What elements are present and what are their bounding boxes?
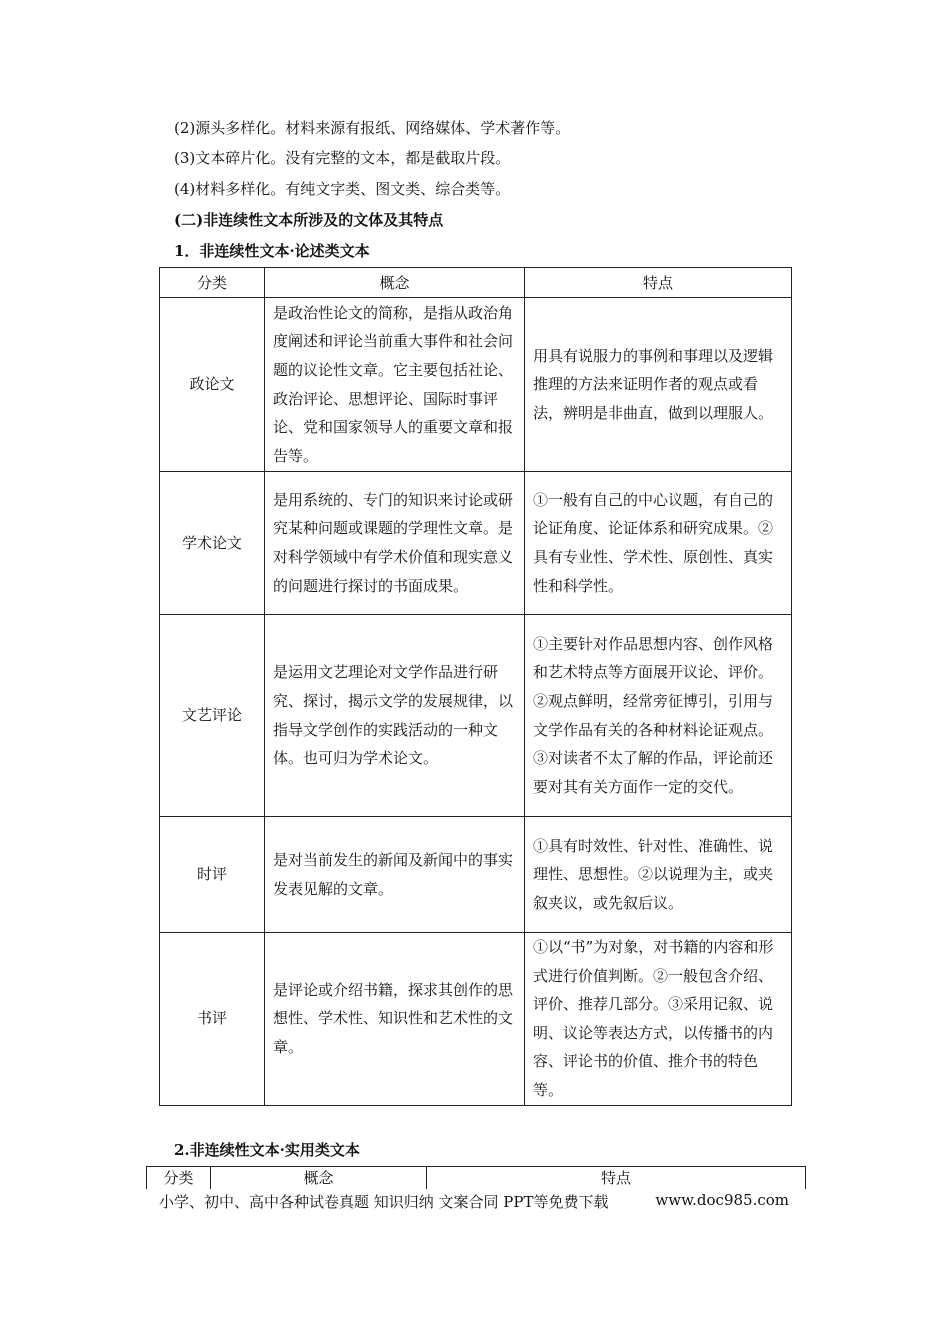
table1-caption: 1．非连续性文本·论述类文本 <box>174 242 370 260</box>
row-category: 政论文 <box>160 298 265 472</box>
header-feature: 特点 <box>525 268 792 298</box>
row-concept: 是评论或介绍书籍，探求其创作的思想性、学术性、知识性和艺术性的文章。 <box>265 933 525 1106</box>
row-feature: 用具有说服力的事例和事理以及逻辑推理的方法来证明作者的观点或看法，辨明是非曲直，做到以理服人。 <box>525 298 792 472</box>
intro-line-2: (2)源头多样化。材料来源有报纸、网络媒体、学术著作等。 <box>174 119 571 137</box>
intro-line-3: (3)文本碎片化。没有完整的文本，都是截取片段。 <box>174 149 511 167</box>
row-feature: ①以“书”为对象，对书籍的内容和形式进行价值判断。②一般包含介绍、评价、推荐几部分。③采用记叙、说明、议论等表达方式，以传播书的内容、评论书的价值、推介书的特色等。 <box>525 933 792 1106</box>
footer-url[interactable]: www.doc985.com <box>655 1191 789 1209</box>
table-row <box>160 615 792 817</box>
row-category: 文艺评论 <box>160 615 265 817</box>
argumentative-text-table <box>159 267 792 1106</box>
table-row <box>160 298 792 472</box>
header-feature: 特点 <box>427 1167 806 1190</box>
table-row <box>160 472 792 615</box>
header-concept: 概念 <box>265 268 525 298</box>
table-row <box>160 817 792 933</box>
row-category: 书评 <box>160 933 265 1106</box>
header-concept: 概念 <box>211 1167 427 1190</box>
table-header-row <box>160 268 792 298</box>
row-concept: 是用系统的、专门的知识来讨论或研究某种问题或课题的学理性文章。是对科学领域中有学术价值和现实意义的问题进行探讨的书面成果。 <box>265 472 525 615</box>
row-feature: ①具有时效性、针对性、准确性、说理性、思想性。②以说理为主，或夹叙夹议，或先叙后议。 <box>525 817 792 933</box>
header-category: 分类 <box>160 268 265 298</box>
intro-line-4: (4)材料多样化。有纯文字类、图文类、综合类等。 <box>174 180 511 198</box>
footer-text: 小学、初中、高中各种试卷真题 知识归纳 文案合同 PPT等免费下载 <box>159 1193 609 1211</box>
row-category: 学术论文 <box>160 472 265 615</box>
row-feature: ①一般有自己的中心议题，有自己的论证角度、论证体系和研究成果。②具有专业性、学术性、原创性、真实性和科学性。 <box>525 472 792 615</box>
practical-text-table <box>146 1166 806 1189</box>
section-heading: (二)非连续性文本所涉及的文体及其特点 <box>174 211 444 229</box>
page-footer <box>159 1191 791 1212</box>
table2-caption: 2.非连续性文本·实用类文本 <box>174 1141 360 1159</box>
row-concept: 是对当前发生的新闻及新闻中的事实发表见解的文章。 <box>265 817 525 933</box>
row-concept: 是政治性论文的简称，是指从政治角度阐述和评论当前重大事件和社会问题的议论性文章。它主要包括社论、政治评论、思想评论、国际时事评论、党和国家领导人的重要文章和报告等。 <box>265 298 525 472</box>
table-row <box>160 933 792 1106</box>
header-category: 分类 <box>147 1167 211 1190</box>
row-feature: ①主要针对作品思想内容、创作风格和艺术特点等方面展开议论、评价。②观点鲜明，经常旁征博引，引用与文学作品有关的各种材料论证观点。③对读者不太了解的作品，评论前还要对其有关方面作一定的交代。 <box>525 615 792 817</box>
row-concept: 是运用文艺理论对文学作品进行研究、探讨，揭示文学的发展规律，以指导文学创作的实践活动的一种文体。也可归为学术论文。 <box>265 615 525 817</box>
row-category: 时评 <box>160 817 265 933</box>
table-header-row <box>147 1167 806 1190</box>
